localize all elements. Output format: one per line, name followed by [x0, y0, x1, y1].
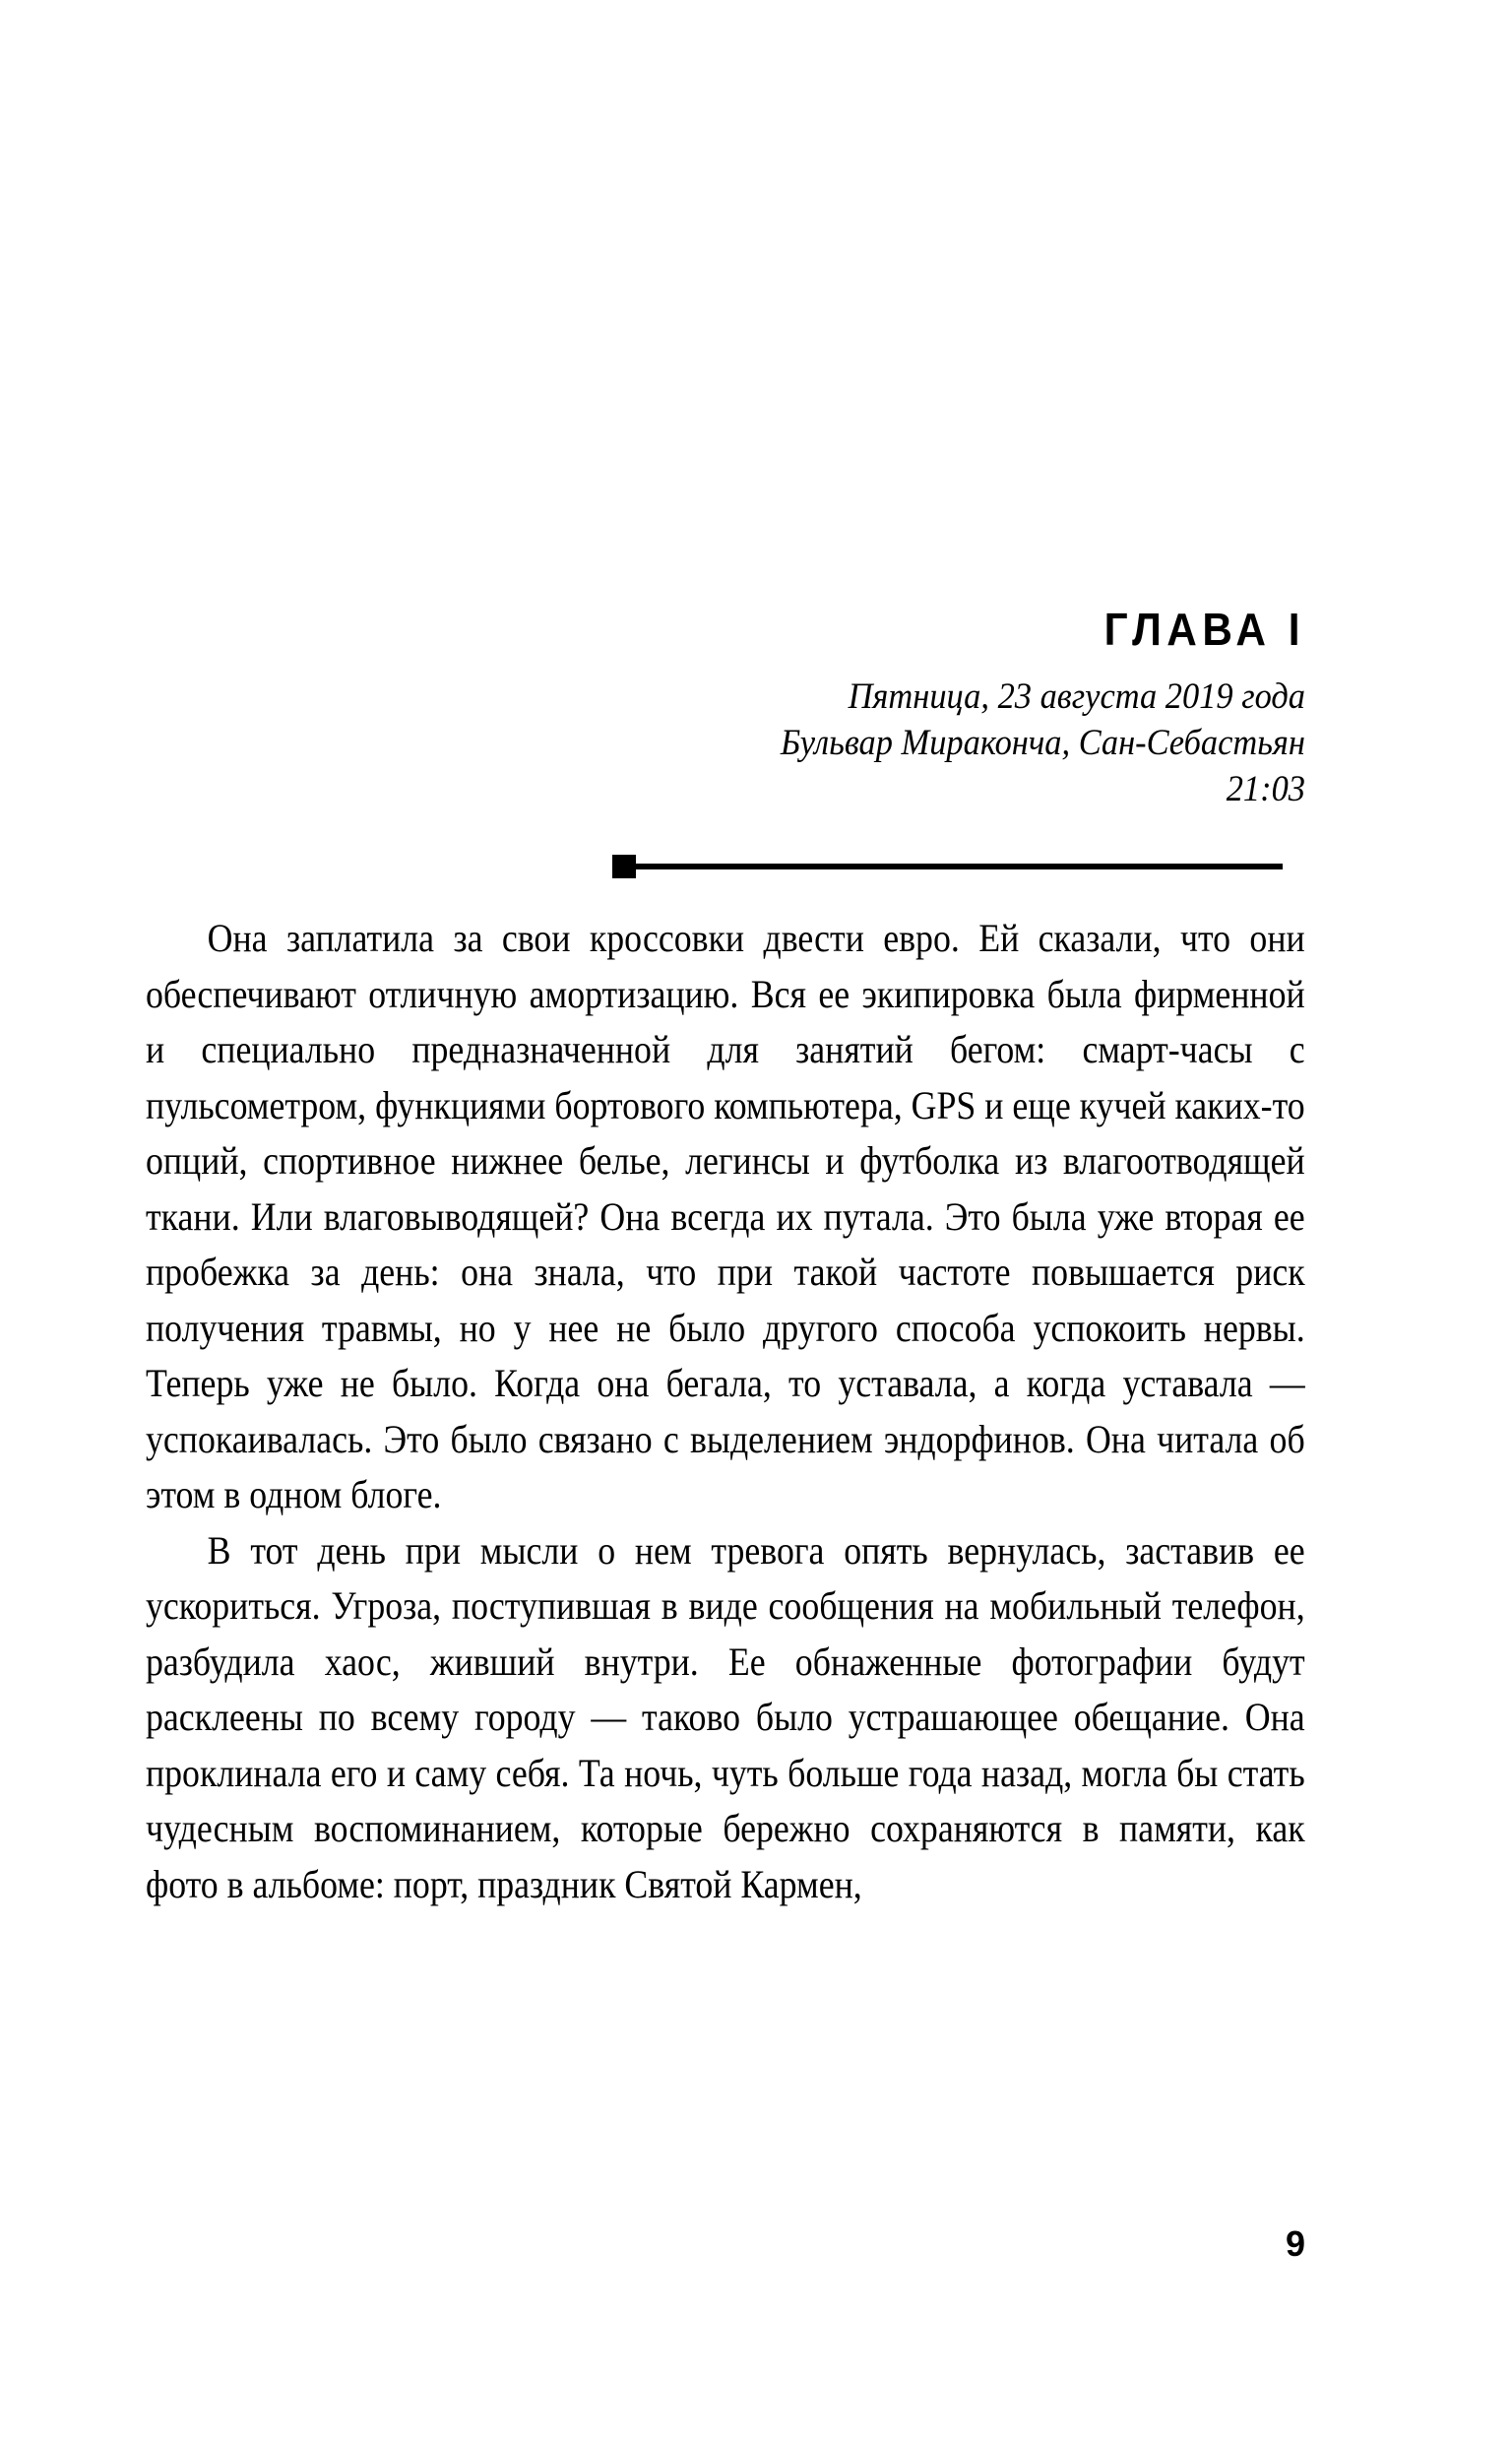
chapter-meta — [226, 656, 1305, 812]
paragraph: В тот день при мысли о нем тревога опять вернулась, заставив ее ускориться. Угроза, поступившая в виде сообщения на мобильный телефон, разбудила хаос, живший внутри. Ее обнаженные фотографии будут расклеены по всему городу — таково было устрашающее обещание. Она проклинала его и саму себя. Та ночь, чуть больше года назад, могла бы стать чудесным воспоминанием, которые бережно сохраняются в памяти, как фото в альбоме: порт, праздник Святой Кармен, — [146, 1527, 1305, 1906]
paragraph: Она заплатила за свои кроссовки двести евро. Ей сказали, что они обеспечивают отличную амортизацию. Вся ее экипировка была фирменной и специально предназначенной для занятий бегом: смарт-часы с пульсометром, функциями бортового компьютера, GPS и еще кучей каких-то опций, спортивное нижнее белье, легинсы и футболка из влагоотводящей ткани. Или влаговыводящей? Она всегда их путала. Это была уже вторая ее пробежка за день: она знала, что при такой частоте повышается риск получения травмы, но у нее не было другого способа успокоить нервы. Теперь уже не было. Когда она бегала, то уставала, а когда уставала — успокаивалась. Это было связано с выделением эндорфинов. Она читала об этом в одном блоге. — [146, 916, 1305, 1516]
page-number: 9 — [1285, 2223, 1305, 2264]
body-text — [146, 911, 1305, 1912]
chapter-header — [146, 603, 1305, 812]
chapter-meta-date: Пятница, 23 августа 2019 года — [848, 676, 1305, 717]
chapter-meta-location: Бульвар Мираконча, Сан-Себастьян — [780, 723, 1305, 763]
section-divider — [612, 855, 1283, 878]
chapter-meta-time: 21:03 — [1226, 769, 1305, 809]
divider-line — [634, 864, 1283, 869]
square-ornament-icon — [612, 855, 636, 878]
chapter-title: ГЛАВА I — [1103, 604, 1305, 655]
